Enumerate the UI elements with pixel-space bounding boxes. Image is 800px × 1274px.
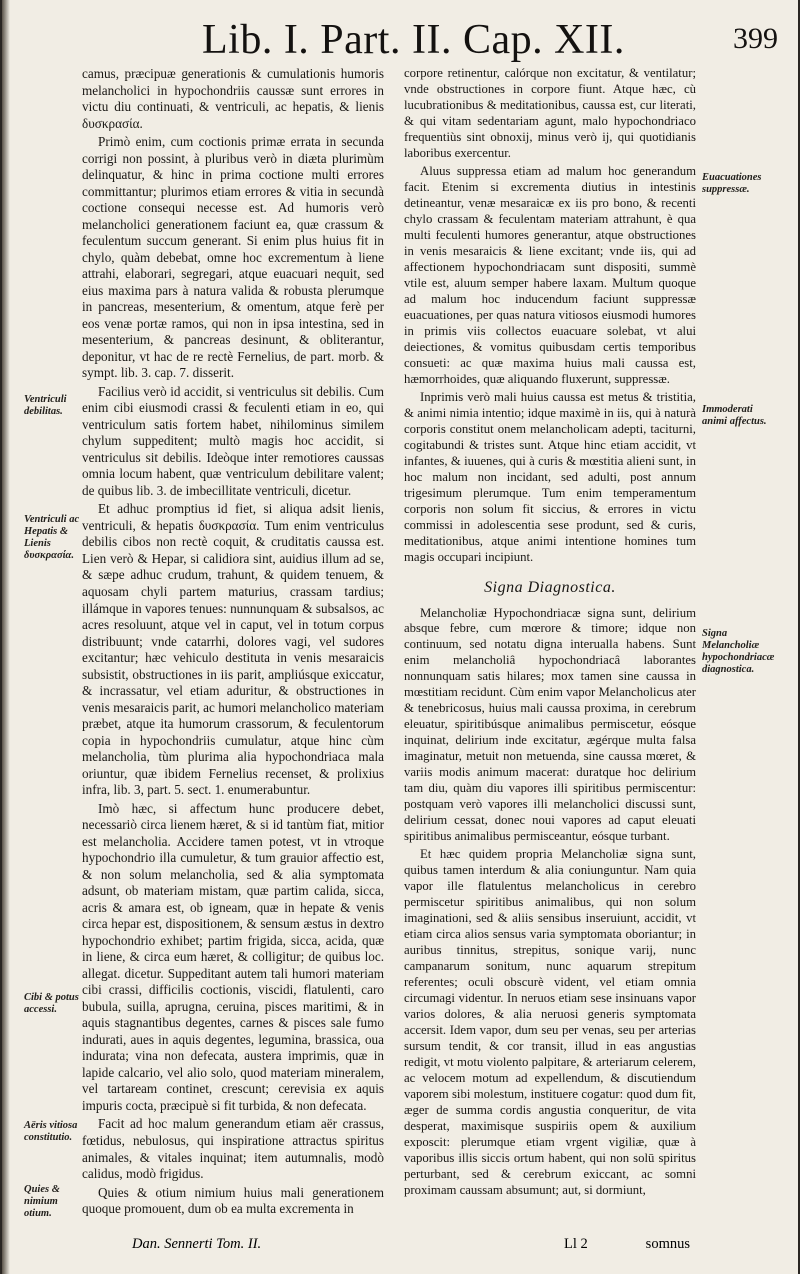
margin-note: Euacuationes suppressæ. <box>702 172 762 195</box>
paragraph: camus, præcipuæ generationis & cumulationis humoris melancholici in hypochondriis caussæ sunt errores in victu diu continuati, & ventriculi, ac hepatis, & lienis δυσκρασία. <box>82 66 384 131</box>
margin-note: Quies & nimium otium. <box>24 1184 60 1219</box>
section-heading: Signa Diagnostica. <box>484 578 616 596</box>
paragraph: Et hæc quidem propria Melancholiæ signa sunt, quibus tamen interdum & alia coniunguntur. Nam quia vapor ille flatulentus melancholicus in cerebro permiscetur spiritibus animalibus, qui non solum imaginationi, sed & aliis sensibus inseruiunt, accidit, vt etiam circa alios sensus varia symptomata oboriantur; in auribus tinnitus, strepitus, sonique varij, nunc campanarum sonitum, nunc aquarum strepitum referentes; oculi obscurè vident, vel etiam omnia circumagi videntur. In neruos etiam sese insinuans vapor varios dolores, & alia neruosi generis symptomata accersit. Idem vapor, dum seu per venas, seu per arterias sursum tendit, & cor transit, illud in eas angustias redigit, vt motu violento palpitare, & arteriarum celerem, ac velocem motum ad expellendum, & discutiendum vaporem sibi molestum, instituere cogatur: quod dum fit, æger de summa cordis angustia conqueritur, de vita desperat, maximisque suspiriis opem & auxilium exposcit: plerumque etiam vrgent vigiliæ, quæ à vaporibus illis siccis ortum habent, qui non solū spiritus perturbant, sed & cerebrum exiccant, ac somni proximam caussam absumunt; aut, si dormiunt, <box>404 847 696 1197</box>
left-column <box>82 66 384 1220</box>
paragraph: Melancholiæ Hypochondriacæ signa sunt, delirium absque febre, cum mœrore & timore; idque non continuum, sed notatu digna interualla habens. Sunt enim melancholiâ hypochondriacâ laborantes nonnunquam satis hilares; mox tamen sine caussa in mœstitiam recidunt. Cùm enim vapor Melancholicus ater & tenebricosus, huius mali caussa proxima, in cerebrum eleuatur, spiritibúsque animalibus permiscetur, eósque inquinat, delirium inde excitatur, ægérque multa falsa imaginatur, metuit non metuenda, sine caussa mœret, & variis modis animum macerat: duratque hoc delirium tam diu, quàm diu vapores illi spiritibus permiscentur: postquam verò vapores illi melancholici discussi sunt, delirium cessat, donec noui vapores ad caput eleuati spiritibus animalibus permisceantur, eósque turbant. <box>404 605 696 844</box>
page-number: 399 <box>733 22 778 55</box>
paragraph: corpore retinentur, calórque non excitatur, & ventilatur; vnde obstructiones in corpore fiunt. Atque hæc, cù lucubrationibus & meditationibus, caussa est, cur literati, & qui vitam sedentariam agunt, malo hypochondriaco frequentiùs sint obnoxij, minus verò ij, qui quotidianis laboribus exercentur. <box>404 66 696 160</box>
paragraph: Facilius verò id accidit, si ventriculus sit debilis. Cum enim cibi eiusmodi crassi & feculenti etiam in eo, qui ventriculum satis fortem habet, nihilominus similem chylum suppeditent; multò magis hoc accidit, si ventriculus sit debilis. Ideòque inter remotiores caussas omnia locum habent, quæ ventriculum debilitare valent; de quibus lib. 3. de imbecillitate ventriculi, dicetur. <box>82 383 384 498</box>
gutter-shadow <box>2 0 10 1274</box>
page-header <box>2 16 798 68</box>
paragraph: Et adhuc promptius id fiet, si aliqua adsit lienis, ventriculi, & hepatis δυσκρασία. Tum enim ventriculus debilis cibos non rectè coquit, & cruditatis caussa est. Lien verò & Hepar, si calidiora sint, auidius illum ad se, & sæpe adhuc crudum, trahunt, & quidem tenuem, & aquosam chyli partem maturius, crassam tardius; illámque in vapores tenues: nunnunquam & subsalsos, ac acres resoluunt, atque vel in caput, vel in totum corpus distribuunt; vnde catarrhi, dolores vagi, vel sudores excitantur; hæc vehiculo destituta in venis mesaraicis subsistit, obstructiones in iis parit, ampliúsque exiccatur, & incrassatur, vel etiam aduritur, & obstructiones in venis mesaraicis parit, ac humori melancholico materiam præbet, atque ita humorum crassorum, & feculentorum copia in hypochondriis cumulatur, atque hinc cùm melancholia, tùm plurima alia hypochondriaca mala oriuntur, quæ ibidem Fernelius recenset, & prolixius infra, lib. 3, part. 5. sect. 1. enumerabuntur. <box>82 501 384 798</box>
margin-note: Cibi & potus accessi. <box>24 992 79 1015</box>
margin-note: Immoderati animi affectus. <box>702 404 767 427</box>
margin-note: Ventriculi ac Hepatis & Lienis δυσκρασία. <box>24 514 80 561</box>
paragraph: Imò hæc, si affectum hunc producere debet, necessariò circa lienem hæret, & si id tantùm fiat, mitior est melancholia. Accidere tamen potest, vt in vtroque hypochondrio illa cumuletur, & tum grauior affectio est, & non solum melancholia, sed & alia symptomata adsunt, ob materiam mistam, quæ partim calida, sicca, acris & amara est, ob igneam, quæ in hepate & venis circa hepar est, dispositionem, & sensum æstus in dextro hypochondrio exhibet; partim frigida, sicca, acida, quæ in liene, & circa eum hæret, & colligitur; de quibus loc. allegat. dicetur. Suppeditant autem tali humori materiam cibi crassi, difficilis coctionis, viscidi, flatulenti, caro bubula, suilla, aprugna, ceruina, pisces maritimi, & in aquis stagnantibus degentes, carnes & pisces sale fumo indurati, aues in aquis degentes, legumina, brassica, oua indurata; vina non defecata, austera imprimis, quæ in lapide calcario, vel alio solo, quod materiam mineralem, vel tartaream continet, crescunt; cerevisia ex aquis impuris cocta, præcipuè si fit turbida, & non defecata. <box>82 800 384 1113</box>
margin-note: Signa Melancholiæ hypochondriacæ diagnostica. <box>702 628 775 675</box>
margin-note: Aëris vitiosa constitutio. <box>24 1120 78 1143</box>
paragraph: Quies & otium nimium huius mali generationem quoque promouent, dum ob ea multa excrementa in <box>82 1184 384 1217</box>
paragraph: Facit ad hoc malum generandum etiam aër crassus, fœtidus, nebulosus, qui inspiratione attractus spiritus animales, & vitales inquinat; item autumnalis, modò calidus, modò frigidus. <box>82 1116 384 1182</box>
catchword: somnus <box>645 1236 690 1252</box>
footer-volume-line: Dan. Sennerti Tom. II. <box>132 1236 262 1252</box>
right-column <box>404 66 696 1201</box>
running-head: Lib. I. Part. II. Cap. XII. <box>202 17 625 63</box>
book-page <box>2 0 798 1274</box>
paragraph: Inprimis verò mali huius caussa est metus & tristitia, & animi nimia intentio; idque maximè in iis, qui à naturà corporis constitut onem melancholicam adepti, taciturni, cogitabundi & tristes sunt. Atque hinc etiam accidit, vt infantes, & iuuenes, qui à curis & mœstitia alieni sunt, in hoc malum non incidant, sed adulti, post annum trigesimum plerumque. Tum enim temperamentum corporis non solum fit siccius, & errores in victu commissi in adolescentia sese produnt, sed & curis, meditationibus, atque animi intentione homines tum magis occupari incipiunt. <box>404 389 696 564</box>
margin-note: Ventriculi debilitas. <box>24 394 67 417</box>
paragraph: Primò enim, cum coctionis primæ errata in secunda corrigi non possint, à pluribus verò in diæta plurimùm delinquatur, & hinc in prima coctione multi errores committantur; plurimos etiam errores & vitia in secundà coctione consequi necesse est. Ad humoris verò melancholici generationem faciunt ea, quæ crassum & feculentum succum generant. Si enim plus huius fit in chylo, quàm debebat, omne hoc excrementum à liene attrahi, elaborari, segregari, atque euacuari nequit, sed eius maxima pars à natura valida & robusta plerumque in pancreas, mesenterium, & omentum, atque ferè per eos venæ portæ ramos, qui non in ipsa intestina, sed in mesenterium, & pancreas desinunt, & obliterantur, deponitur, vt hac de re rectè Fernelius, de part. morb. & sympt. lib. 3. cap. 7. disserit. <box>82 134 384 381</box>
page-footer <box>2 1236 798 1272</box>
signature-mark: Ll 2 <box>564 1236 588 1252</box>
paragraph: Aluus suppressa etiam ad malum hoc generandum facit. Etenim si excrementa diutius in intestinis detineantur, venæ mesaraicæ ex iis pro bono, & recenti chylo crassam & feculentam materiam attrahunt, è qua multi feculenti humores generantur, atque obstructiones in venis mesaraicis & liene excitant; vnde iis, qui ad affectionem hypochondriacam sunt dispositi, summè vtile est, aluum semper habere laxam. Multum quoque ad malum hoc inducendum faciunt suppressæ euacuationes, per quas natura vitiosos eiusmodi humores in primis viis collectos euacuare solebat, vt alui deiectiones, & vomitus quibusdam certis temporibus consueti: ac quæ maxima huius mali caussa est, hæmorrhoides, quæ aliquando fluxerunt, suppressæ. <box>404 163 696 386</box>
